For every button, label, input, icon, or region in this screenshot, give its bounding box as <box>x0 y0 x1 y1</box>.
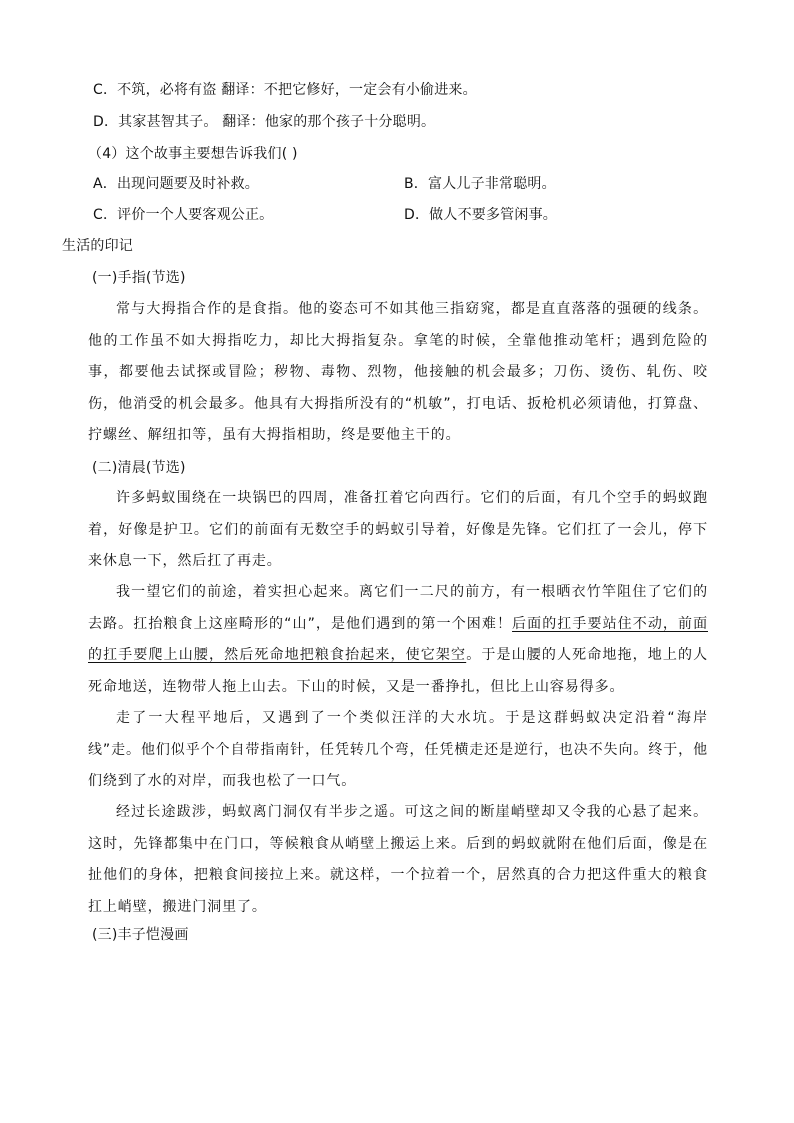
q4-option-d: D．做人不要多管闲事。 <box>404 207 557 223</box>
section-title: 生活的印记 <box>62 238 133 254</box>
part2-heading: (二)清晨(节选) <box>92 460 186 476</box>
q4-option-b: B．富人儿子非常聪明。 <box>404 176 556 192</box>
part2-paragraph-4: 经过长途跋涉，蚂蚁离门洞仅有半步之遥。可这之间的断崖峭壁却又令我的心悬了起来。这时，先锋都集中在门口，等候粮食从峭壁上搬运上来。后到的蚂蚁就附在他们后面，像是在扯他们的身体，把粮食间接拉上来。就这样，一个拉着一个，居然真的合力把这件重大的粮食扛上峭壁，搬进门洞里了。 <box>88 804 708 915</box>
option-d-prev: D．其家甚智其子。 翻译：他家的那个孩子十分聪明。 <box>93 114 436 130</box>
part1-heading: (一)手指(节选) <box>92 270 186 286</box>
part2-paragraph-2 <box>88 577 708 703</box>
q4-stem: （4）这个故事主要想告诉我们( ) <box>88 146 298 162</box>
part2-paragraph-3: 走了一大程平地后，又遇到了一个类似汪洋的大水坑。于是这群蚂蚁决定沿着“海岸线”走。他们似乎个个自带指南针，任凭转几个弯，任凭横走还是逆行，也决不失向。终于，他们绕到了水的对岸，而我也松了一口气。 <box>88 710 708 789</box>
p2-text-after: 。于是山腰的人死命地拖，地上的人死命地送，连物带人拖上山去。下山的时候，又是一番挣扎，但比上山容易得多。 <box>88 647 708 695</box>
part2-paragraph-1: 许多蚂蚁围绕在一块锅巴的四周，准备扛着它向西行。它们的后面，有几个空手的蚂蚁跑着，好像是护卫。它们的前面有无数空手的蚂蚁引导着，好像是先锋。它们扛了一会儿，停下来休息一下，然后扛了再走。 <box>88 490 708 569</box>
part3-heading: (三)丰子恺漫画 <box>92 927 189 943</box>
option-c-prev: C．不筑，必将有盗 翻译：不把它修好，一定会有小偷进来。 <box>93 82 477 98</box>
q4-option-c: C．评价一个人要客观公正。 <box>93 207 274 223</box>
part1-paragraph: 常与大拇指合作的是食指。他的姿态可不如其他三指窈窕，都是直直落落的强硬的线条。他的工作虽不如大拇指吃力，却比大拇指复杂。拿笔的时候，全靠他推动笔杆；遇到危险的事，都要他去试探或冒险；秽物、毒物、烈物，他接触的机会最多；刀伤、烫伤、轧伤、咬伤，他消受的机会最多。他具有大拇指所没有的“机敏”，打电话、扳枪机必须请他，打算盘、拧螺丝、解纽扣等，虽有大拇指相助，终是要他主干的。 <box>88 301 708 443</box>
q4-option-a: A．出现问题要及时补救。 <box>93 176 259 192</box>
p2-underlined-text: 后面的扛手要站住不动，前面的扛手要爬上山腰，然后死命地把粮食抬起来，使它架空 <box>88 615 708 663</box>
p2-text-before: 我一望它们的前途，着实担心起来。离它们一二尺的前方，有一根晒衣竹竿阻住了它们的去路。扛抬粮食上这座畸形的“山”，是他们遇到的第一个困难！ <box>88 584 708 632</box>
